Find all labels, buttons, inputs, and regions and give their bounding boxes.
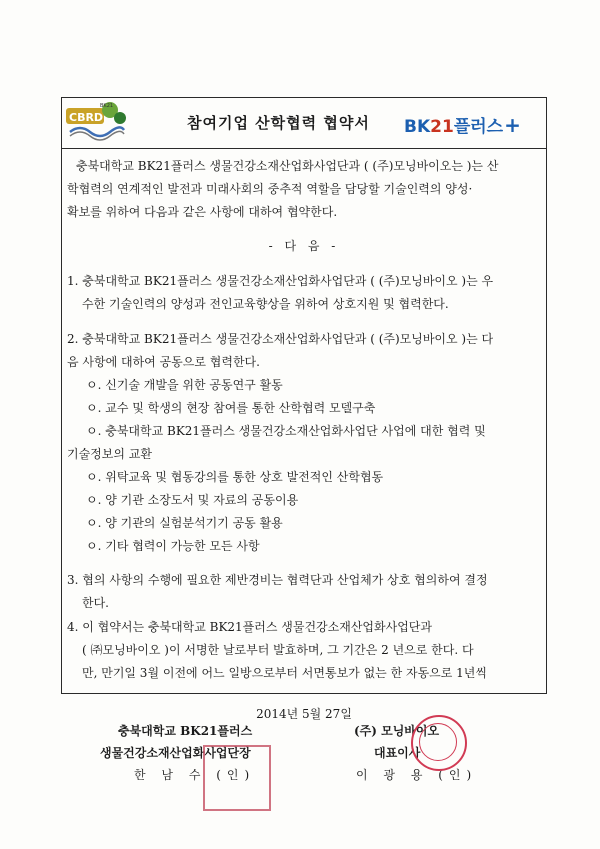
plus-icon: +: [504, 113, 521, 137]
clause2-item-7: ㅇ. 기타 협력이 가능한 모든 사항: [86, 539, 260, 553]
clause1-line-1: 1. 충북대학교 BK21플러스 생물건강소재산업화사업단과 ( (주)모닝바이오 )는 우: [67, 274, 494, 288]
cbrd-logo: [64, 100, 128, 142]
left-party-org2: 생물건강소재산업화사업단장: [100, 746, 251, 760]
document-title: 참여기업 산학협력 협약서: [187, 114, 370, 132]
right-party-signature: 이 광 용 (인): [356, 768, 478, 782]
divider-text: - 다 음 -: [268, 239, 340, 253]
clause2-item-1: ㅇ. 신기술 개발을 위한 공동연구 활동: [86, 378, 283, 392]
clause1-line-2: 수한 기술인력의 양성과 전인교육향상을 위하여 상호지원 및 협력한다.: [82, 297, 449, 311]
clause3-line-2: 한다.: [82, 596, 109, 610]
intro-line-3: 확보를 위하여 다음과 같은 사항에 대하여 협약한다.: [67, 205, 338, 219]
bk21-logo-num: 21: [430, 117, 454, 137]
company-seal-stamp: [411, 715, 467, 771]
intro-line-2: 학협력의 연계적인 발전과 미래사회의 중추적 역할을 담당할 기술인력의 양성·: [67, 182, 473, 196]
cbrd-logo-small: BK21: [100, 103, 114, 109]
bk21-logo-prefix: BK: [404, 117, 431, 137]
right-party-org2: 대표이사: [374, 746, 421, 760]
cbrd-logo-text: CBRD: [69, 111, 104, 124]
clause2-item-2: ㅇ. 교수 및 학생의 현장 참여를 통한 산학협력 모델구축: [86, 401, 376, 415]
clause2-item-3: ㅇ. 충북대학교 BK21플러스 생물건강소재산업화사업단 사업에 대한 협력 및: [86, 424, 486, 438]
clause2-continuation: 기술정보의 교환: [67, 447, 152, 461]
bk21-plus-logo: [404, 112, 521, 137]
clause4-line-1: 4. 이 협약서는 충북대학교 BK21플러스 생물건강소재산업화사업단과: [67, 620, 432, 634]
clause2-line-2: 음 사항에 대하여 공동으로 협력한다.: [67, 355, 260, 369]
clause4-line-2: ( ㈜모닝바이오 )이 서명한 날로부터 발효하며, 그 기간은 2 년으로 한다. 다: [82, 643, 474, 657]
clause2-item-4: ㅇ. 위탁교육 및 협동강의를 통한 상호 발전적인 산학협동: [86, 470, 384, 484]
left-party-org1: 충북대학교 BK21플러스: [118, 724, 253, 738]
clause2-item-5: ㅇ. 양 기관 소장도서 및 자료의 공동이용: [86, 493, 299, 507]
official-seal-stamp: [203, 745, 271, 811]
intro-line-1: 충북대학교 BK21플러스 생물건강소재산업화사업단과 ( (주)모닝바이오는 )는 산: [76, 159, 499, 173]
clause3-line-1: 3. 협의 사항의 수행에 필요한 제반경비는 협력단과 산업체가 상호 협의하여 결정: [67, 573, 488, 587]
signing-date: 2014년 5월 27일: [256, 707, 352, 721]
clause4-line-3: 만, 만기일 3월 이전에 어느 일방으로부터 서면통보가 없는 한 자동으로 1년씩: [82, 666, 487, 680]
clause2-item-6: ㅇ. 양 기관의 실험분석기기 공동 활용: [86, 516, 283, 530]
clause2-line-1: 2. 충북대학교 BK21플러스 생물건강소재산업화사업단과 ( (주)모닝바이오 )는 다: [67, 332, 494, 346]
bk21-logo-suffix: 플러스: [453, 117, 504, 137]
right-party-org1: (주) 모닝바이오: [354, 724, 440, 738]
left-party-signature: 한 남 수 (인): [134, 768, 256, 782]
header-divider: [61, 148, 547, 149]
